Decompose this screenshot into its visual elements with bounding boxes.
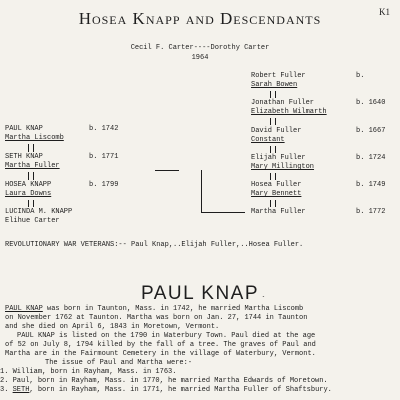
paragraph-line: and she died on April 6, 1843 in Moretown, Vermont. [5, 323, 220, 331]
paragraph-line [5, 305, 303, 314]
lineage-connector [270, 91, 276, 98]
ancestor-spouse: Mary Bennett [251, 190, 302, 198]
lineage-connector [28, 144, 34, 152]
paragraph-line-text: was born in Taunton, Mass. in 1742, he married Martha Liscomb [42, 305, 304, 313]
page-label: K1 [379, 7, 390, 17]
ancestor-birth: b. 1640 [356, 99, 386, 107]
lineage-connector [270, 118, 276, 125]
ancestor-name: Elijah Fuller [251, 154, 306, 162]
ancestor-spouse: Martha Liscomb [5, 134, 64, 142]
ancestor-name: SETH KNAP [5, 153, 43, 161]
ancestor-birth: b. 1771 [89, 153, 119, 161]
ancestor-name: PAUL KNAP [5, 125, 43, 133]
paragraph-line: on November 1762 at Taunton. Martha was born on Jan. 27, 1744 in Taunton [5, 314, 308, 322]
tree-connector [155, 170, 179, 171]
list-item [0, 386, 332, 395]
issue-line: The issue of Paul and Martha were:- [45, 359, 193, 367]
ancestor-birth: b. [356, 72, 365, 80]
paragraph-line: Martha are in the Fairmount Cemetery in the village of Waterbury, Vermont. [5, 350, 316, 358]
list-text: Paul, born in Rayham, Mass. in 1770, he married Martha Edwards of Moretown. [12, 377, 328, 385]
name-underlined: SETH [12, 386, 30, 394]
lineage-connector [28, 172, 34, 180]
section-heading: PAUL KNAP [140, 283, 260, 304]
name-underlined: PAUL KNAP [5, 305, 43, 313]
ancestor-birth: b. 1667 [356, 127, 386, 135]
list-text: William, born in Rayham, Mass. in 1763. [12, 368, 177, 376]
ancestor-birth: b. 1742 [89, 125, 119, 133]
list-item [0, 368, 176, 377]
ancestor-birth: b. 1772 [356, 208, 386, 216]
ancestor-spouse: Martha Fuller [5, 162, 60, 170]
lineage-connector [270, 200, 276, 207]
veterans-line: REVOLUTIONARY WAR VETERANS:-- Paul Knap,..Elijah Fuller,..Hosea Fuller. [5, 241, 304, 249]
ancestor-spouse: Constant [251, 136, 285, 144]
ancestor-spouse: Mary Millington [251, 163, 315, 171]
lineage-connector [270, 173, 276, 180]
ancestor-spouse: Elihue Carter [5, 217, 60, 225]
list-number: 2. [0, 377, 13, 385]
year: 1964 [191, 54, 209, 62]
paragraph-line: PAUL KNAP is listed on the 1790 in Waterbury Town. Paul died at the age [17, 332, 316, 340]
lineage-connector [28, 200, 34, 207]
tree-connector [201, 212, 245, 213]
ancestor-name: Robert Fuller [251, 72, 306, 80]
ancestor-name: LUCINDA M. KNAPP [5, 208, 73, 216]
document-title: Hosea Knapp and Descendants [78, 9, 322, 28]
list-text: , born in Rayham, Mass. in 1771, he married Martha Fuller of Shaftsbury. [29, 386, 332, 394]
ancestor-name: Hosea Fuller [251, 181, 302, 189]
list-number: 1. [0, 368, 13, 376]
ancestor-birth: b. 1799 [89, 181, 119, 189]
ancestor-name: HOSEA KNAPP [5, 181, 52, 189]
ancestor-spouse: Laura Downs [5, 190, 52, 198]
ancestor-birth: b. 1749 [356, 181, 386, 189]
tree-connector [201, 170, 202, 212]
authors: Cecil F. Carter----Dorothy Carter [130, 44, 270, 52]
ancestor-birth: b. 1724 [356, 154, 386, 162]
list-number: 3. [0, 386, 13, 394]
ancestor-name: Martha Fuller [251, 208, 306, 216]
ancestor-name: Jonathan Fuller [251, 99, 315, 107]
list-item [0, 377, 328, 386]
stray-mark: ` [261, 296, 266, 305]
lineage-connector [270, 146, 276, 153]
ancestor-spouse: Elizabeth Wilmarth [251, 108, 327, 116]
ancestor-name: David Fuller [251, 127, 302, 135]
paragraph-line: of 52 on July 8, 1794 killed by the fall of a tree. The graves of Paul and [5, 341, 316, 349]
ancestor-spouse: Sarah Bowen [251, 81, 298, 89]
